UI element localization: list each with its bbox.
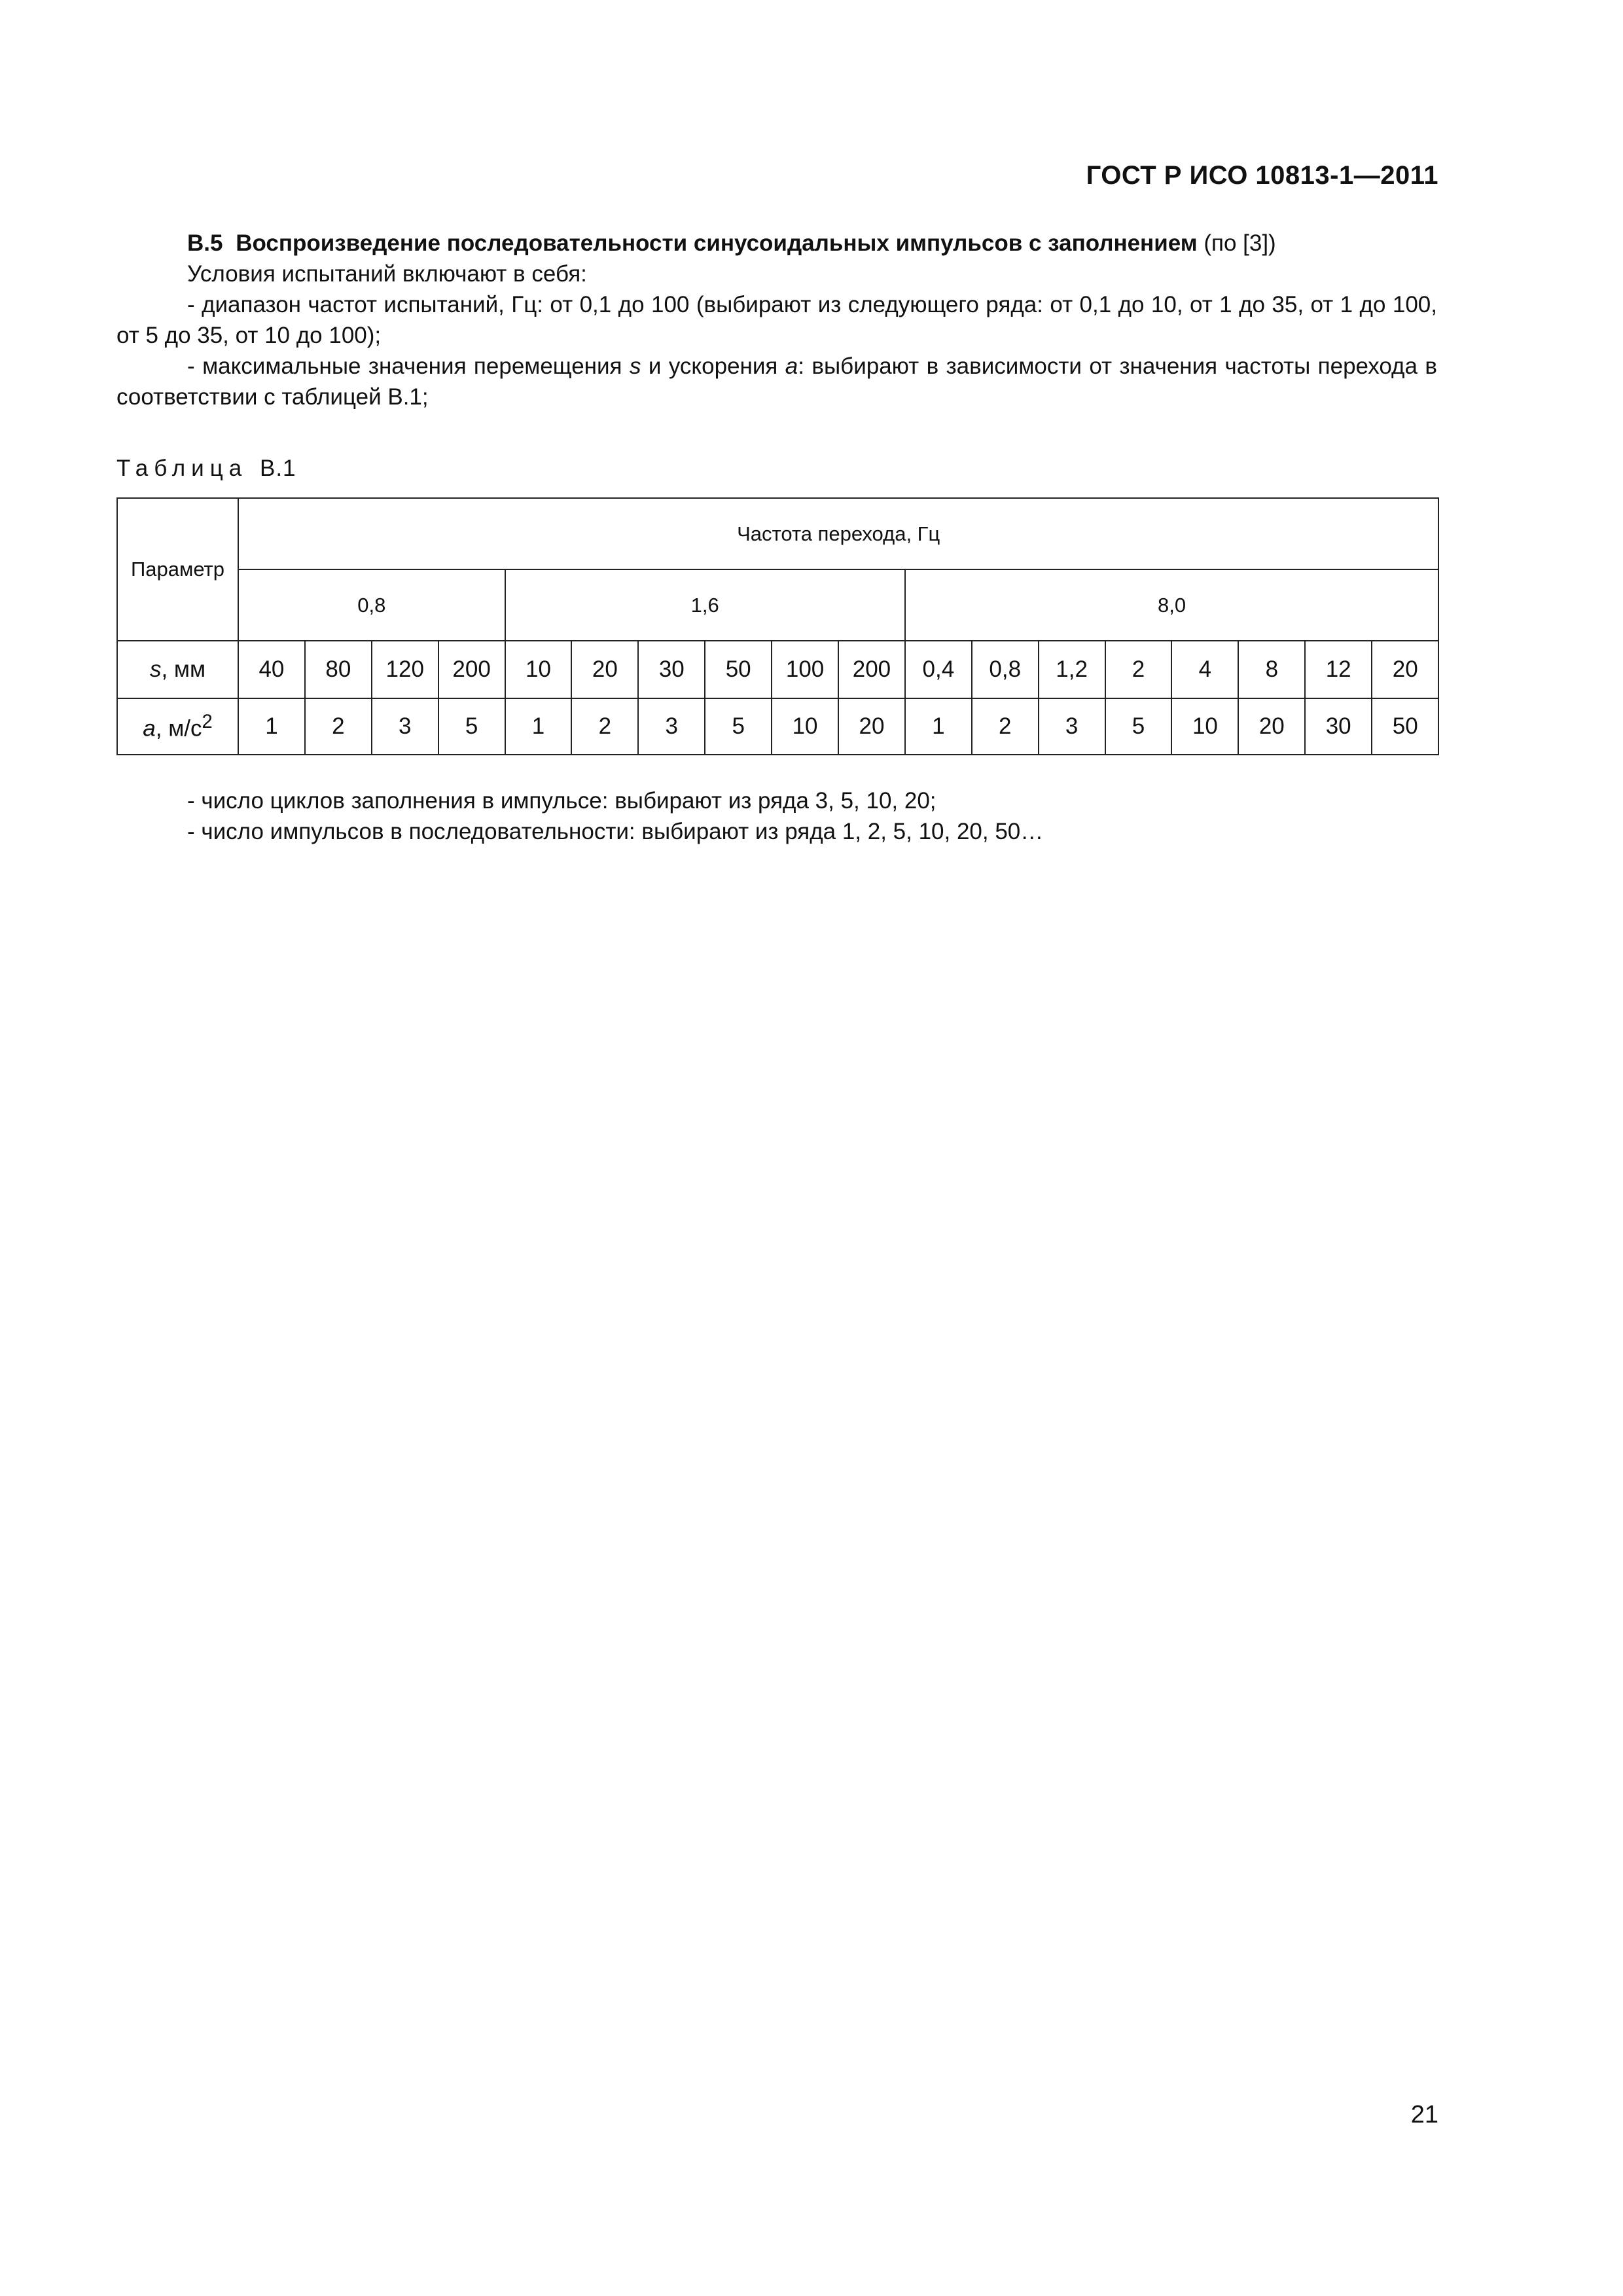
table-cell: 5	[1105, 698, 1172, 755]
table-cell: 12	[1305, 641, 1372, 698]
document-header: ГОСТ Р ИСО 10813-1—2011	[1086, 161, 1438, 190]
table-cell: 40	[238, 641, 305, 698]
bullet-frequency-range: - диапазон частот испытаний, Гц: от 0,1 до 100 (выбирают из следующего ряда: от 0,1 до 10, от 1 до 35, от 1 до 100, от 5 до 35, от 10 до 100);	[116, 292, 1437, 348]
table-cell: 200	[438, 641, 505, 698]
symbol-a: a	[785, 353, 798, 379]
bullet-displacement-prefix: - максимальные значения перемещения	[187, 353, 622, 379]
table-group-row	[117, 569, 1438, 641]
table-cell: 80	[305, 641, 372, 698]
bullet-pulse-count: - число импульсов в последовательности: выбирают из ряда 1, 2, 5, 10, 20, 50…	[187, 819, 1044, 844]
table-cell: 10	[505, 641, 572, 698]
table-header-row	[117, 498, 1438, 569]
bullet-displacement-suffix: : выбирают в зависимости от значения частоты перехода в соответствии с таблицей В.1;	[116, 353, 1437, 410]
row-label-a-symbol: a	[143, 715, 156, 742]
table-cell: 20	[1238, 698, 1305, 755]
bullet-fill-cycles: - число циклов заполнения в импульсе: выбирают из ряда 3, 5, 10, 20;	[187, 788, 936, 814]
section-heading	[116, 228, 1437, 259]
table-cell: 30	[1305, 698, 1372, 755]
param-header-cell: Параметр	[117, 498, 238, 641]
symbol-s: s	[629, 353, 641, 379]
table-cell: 5	[438, 698, 505, 755]
row-label-a-sup: 2	[202, 711, 213, 732]
table-row-a	[117, 698, 1438, 755]
page-number: 21	[1410, 2101, 1438, 2128]
table-cell: 3	[1039, 698, 1105, 755]
table-cell: 50	[1372, 698, 1438, 755]
row-label-s	[117, 641, 238, 698]
row-label-a-unit: , м/с	[155, 715, 202, 742]
table-cell: 0,4	[905, 641, 972, 698]
freq-group-cell: 0,8	[238, 569, 505, 641]
table-caption-number: В.1	[259, 456, 296, 481]
row-label-a	[117, 698, 238, 755]
table-cell: 30	[638, 641, 705, 698]
freq-header-cell: Частота перехода, Гц	[238, 498, 1438, 569]
table-cell: 10	[772, 698, 838, 755]
table-cell: 3	[638, 698, 705, 755]
table-row-s	[117, 641, 1438, 698]
table-cell: 200	[838, 641, 905, 698]
table-caption-word: Таблица	[116, 456, 248, 481]
data-table	[116, 497, 1439, 755]
after-table-text	[116, 785, 1437, 847]
table-cell: 20	[571, 641, 638, 698]
section-source: (по [3])	[1204, 230, 1276, 256]
table-cell: 1	[238, 698, 305, 755]
table-cell: 100	[772, 641, 838, 698]
table-cell: 2	[571, 698, 638, 755]
table-cell: 2	[305, 698, 372, 755]
section-title: Воспроизведение последовательности синусоидальных импульсов с заполнением	[236, 230, 1198, 256]
table-cell: 20	[1372, 641, 1438, 698]
table-cell: 3	[372, 698, 438, 755]
table-cell: 1	[905, 698, 972, 755]
intro-paragraph: Условия испытаний включают в себя:	[187, 261, 587, 287]
row-label-s-symbol: s	[149, 656, 162, 682]
table-cell: 0,8	[972, 641, 1039, 698]
table-caption	[116, 456, 296, 482]
body-text	[116, 228, 1437, 412]
table-cell: 10	[1171, 698, 1238, 755]
table-cell: 120	[372, 641, 438, 698]
table-cell: 1,2	[1039, 641, 1105, 698]
table-cell: 4	[1171, 641, 1238, 698]
freq-group-cell: 1,6	[505, 569, 905, 641]
section-number: В.5	[187, 230, 223, 256]
table-cell: 50	[705, 641, 772, 698]
table-cell: 1	[505, 698, 572, 755]
freq-group-cell: 8,0	[905, 569, 1438, 641]
bullet-max-displacement	[116, 351, 1437, 412]
table-cell: 5	[705, 698, 772, 755]
table-cell: 2	[1105, 641, 1172, 698]
table-cell: 2	[972, 698, 1039, 755]
table-cell: 8	[1238, 641, 1305, 698]
table-cell: 20	[838, 698, 905, 755]
bullet-displacement-middle: и ускорения	[648, 353, 778, 379]
row-label-s-unit: , мм	[161, 656, 206, 682]
